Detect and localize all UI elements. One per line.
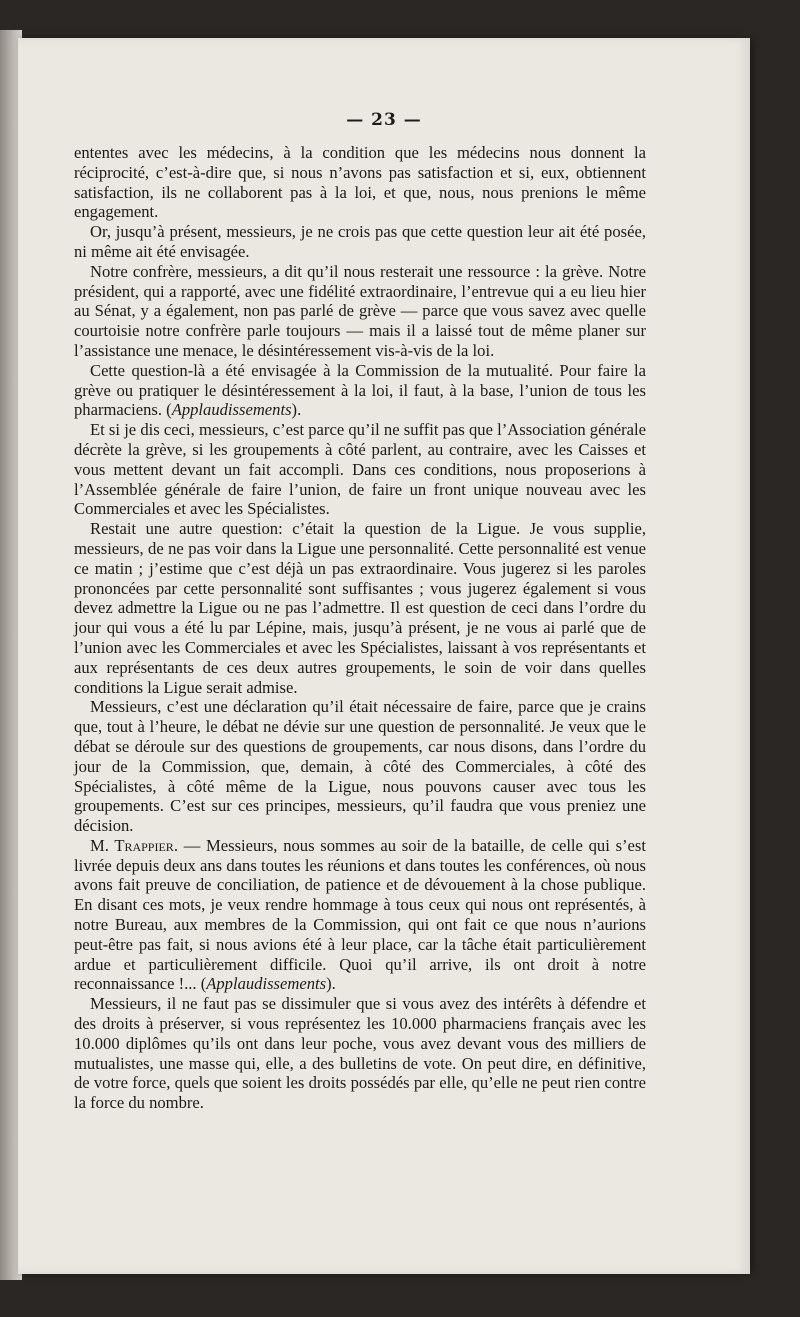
body-text [74, 143, 646, 1113]
stage-direction: Applaudissements [206, 974, 327, 994]
paragraph: Et si je dis ceci, messieurs, c’est parce qu’il ne suffit pas que l’Association générale décrète la grève, si les groupements à côté parlent, au contraire, avec les Caisses et vous mettent devant un fait accompli. Dans ces conditions, nous proposerions à l’Assemblée générale de faire l’union, de faire un front unique nouveau avec les Commerciales et avec les Spécialistes. [74, 420, 646, 519]
paragraph: M. Trappier. — Messieurs, nous sommes au soir de la bataille, de celle qui s’est livrée depuis deux ans dans toutes les réunions et dans toutes les conférences, où nous avons fait preuve de conciliation, de patience et de dévouement à la chose publique. En disant ces mots, je veux rendre hommage à tous ceux qui nous ont représentés, à notre Bureau, aux membres de la Commission, qui ont fait ce que nous n’aurions peut-être pas fait, si nous avions été à leur place, car la tâche était particulièrement ardue et particulièrement difficile. Quoi qu’il arrive, ils ont droit à notre reconnaissance !... (Applaudissements). [74, 835, 646, 994]
paragraph: Or, jusqu’à présent, messieurs, je ne crois pas que cette question leur ait été posée, ni même ait été envisagée. [74, 222, 646, 261]
paragraph: Messieurs, c’est une déclaration qu’il était nécessaire de faire, parce que je crains que, tout à l’heure, le débat ne dévie sur une question de personnalité. Je veux que le débat se déroule sur des questions de groupements, car nous disons, dans l’ordre du jour de la Commission, que, demain, à côté des Commerciales, à côté des Spécialistes, à côté même de la Ligue, nous pouvons causer avec tous les groupements. C’est sur ces principes, messieurs, qu’il faudra que vous preniez une décision. [74, 697, 646, 836]
page-number: — 23 — [346, 110, 422, 130]
speaker-name: M. Trappier. [90, 835, 178, 855]
paragraph: ententes avec les médecins, à la condition que les médecins nous donnent la réciprocité, c’est-à-dire que, si nous n’avons pas satisfaction et si, eux, obtiennent satisfaction, ils ne collaborent pas à la loi, et que, nous, nous prenions le même engagement. [74, 143, 646, 222]
stage-direction: Applaudissements [171, 400, 292, 420]
paragraph: Restait une autre question: c’était la question de la Ligue. Je vous supplie, messieurs, de ne pas voir dans la Ligue une personnalité. Cette personnalité est venue ce matin ; j’estime que c’est déjà un pas extraordinaire. Vous jugerez si les paroles prononcées par cette personnalité sont suffisantes ; vous jugerez également si vous devez admettre la Ligue ou ne pas l’admettre. Il est question de ceci dans l’ordre du jour qui vous a été lu par Lépine, mais, jusqu’à présent, je ne vous ai parlé que de l’union avec les Commerciales et avec les Spécialistes, laissant à vos représentants et aux représentants de ces deux autres groupements, le soin de voir dans quelles conditions la Ligue serait admise. [74, 519, 646, 697]
book-page [18, 38, 750, 1274]
paragraph: Messieurs, il ne faut pas se dissimuler que si vous avez des intérêts à défendre et des droits à préserver, si vous représentez les 10.000 pharmaciens français avec les 10.000 diplômes qu’ils ont dans leur poche, vous avez devant vous des milliers de mutualistes, une masse qui, elle, a des bulletins de vote. On peut dire, en définitive, de votre force, quels que soient les droits possédés par elle, qu’elle ne peut rien contre la force du nombre. [74, 994, 646, 1113]
paragraph: Notre confrère, messieurs, a dit qu’il nous resterait une ressource : la grève. Notre président, qui a rapporté, avec une fidélité extraordinaire, l’entrevue qui a eu lieu hier au Sénat, y a également, non pas parlé de grève — parce que vous savez avec quelle courtoisie notre confrère parle toujours — mais il a laissé tout de même planer sur l’assistance une menace, le désintéressement vis-à-vis de la loi. [74, 261, 646, 360]
paragraph: Cette question-là a été envisagée à la Commission de la mutualité. Pour faire la grève ou pratiquer le désintéressement à la loi, il faut, à la base, l’union de tous les pharmaciens. (Applaudissements). [74, 360, 646, 420]
